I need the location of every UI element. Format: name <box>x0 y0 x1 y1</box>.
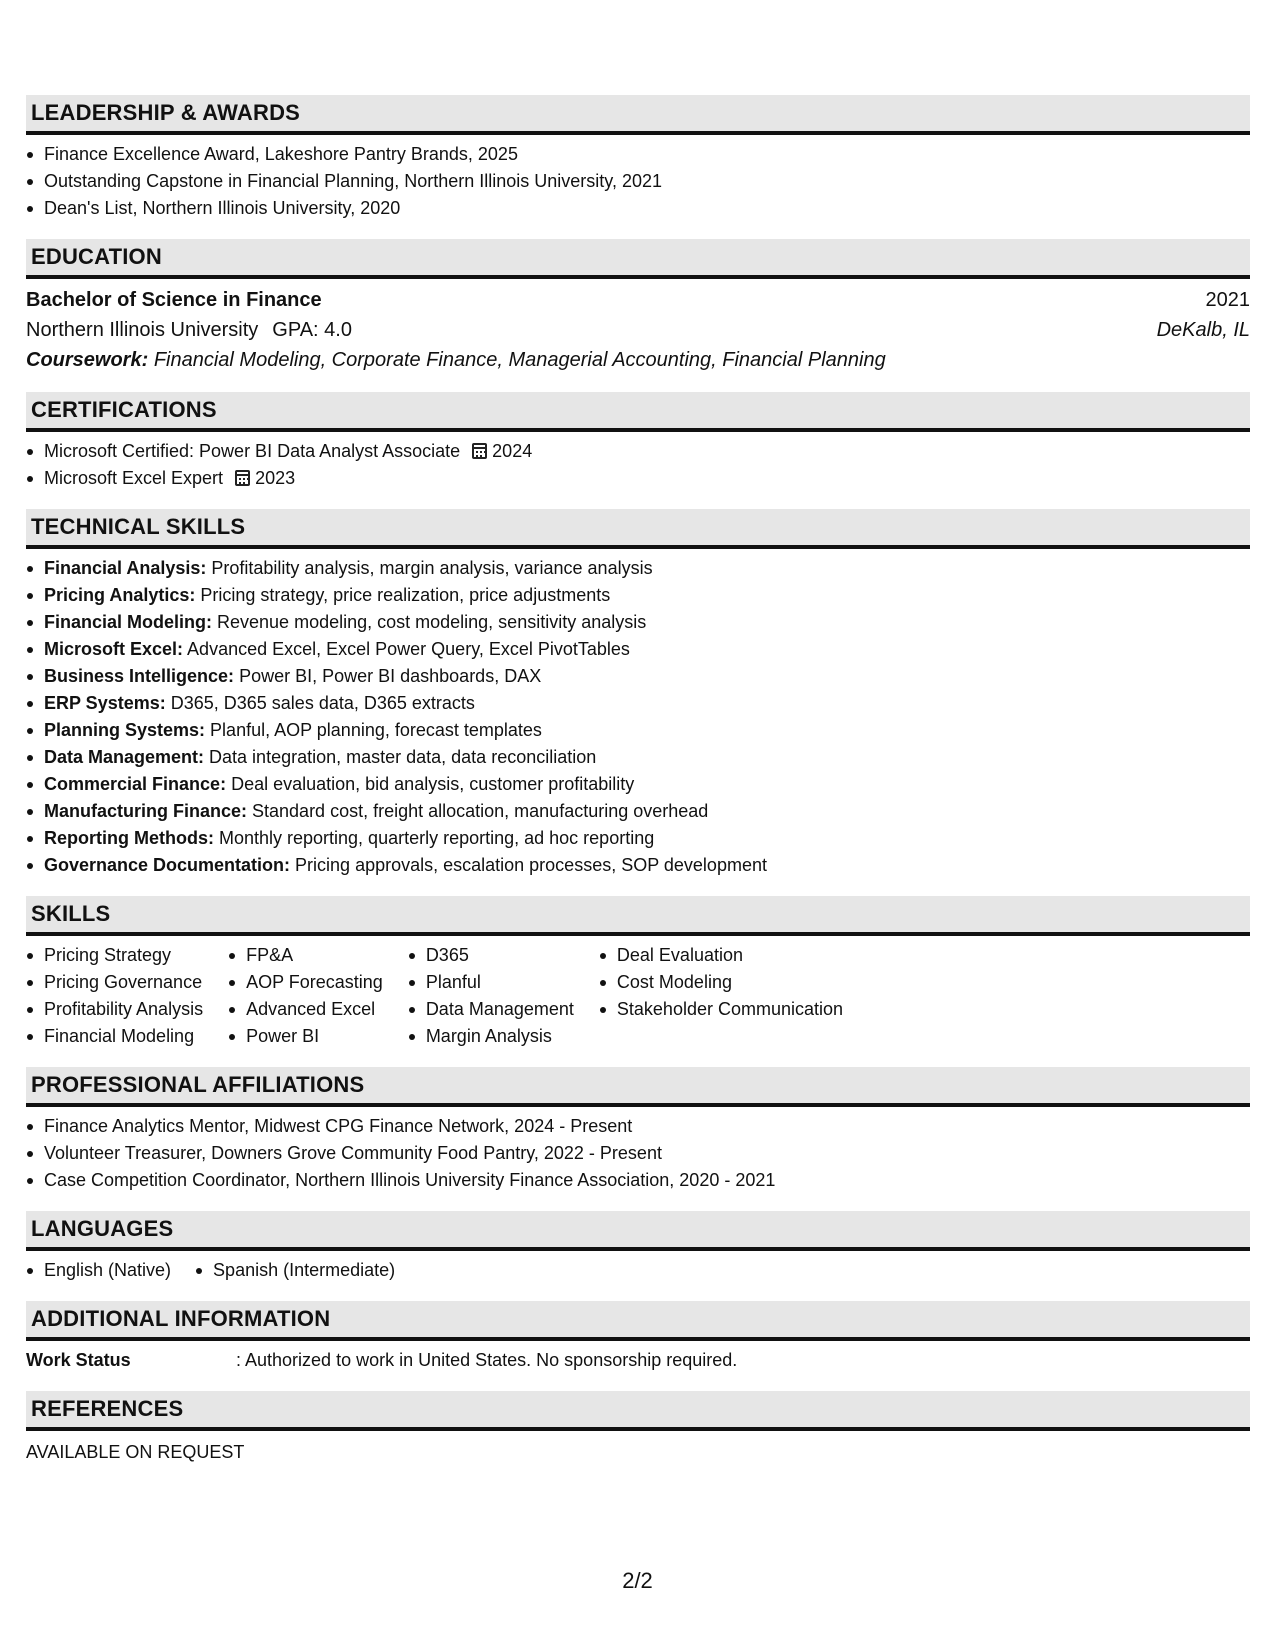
skills-column <box>599 942 843 1050</box>
list-item: Finance Analytics Mentor, Midwest CPG Finance Network, 2024 - Present <box>26 1113 1250 1140</box>
skill-category: Data Management: <box>44 747 205 767</box>
leadership-section <box>26 95 1250 222</box>
skills-column <box>228 942 383 1050</box>
affiliations-section <box>26 1067 1250 1194</box>
list-item: Dean's List, Northern Illinois University, 2020 <box>26 195 1250 222</box>
list-item <box>26 798 1250 825</box>
list-item <box>26 609 1250 636</box>
certification-name: Microsoft Excel Expert <box>44 468 224 488</box>
section-title: LEADERSHIP & AWARDS <box>26 95 1250 135</box>
references-section <box>26 1391 1250 1466</box>
skill-details: Revenue modeling, cost modeling, sensitivity analysis <box>212 612 647 632</box>
skill-category: Microsoft Excel: <box>44 639 184 659</box>
list-item: Advanced Excel <box>228 996 383 1023</box>
section-title: REFERENCES <box>26 1391 1250 1431</box>
university: Northern Illinois University <box>26 319 259 341</box>
list-item: Volunteer Treasurer, Downers Grove Community Food Pantry, 2022 - Present <box>26 1140 1250 1167</box>
section-title: EDUCATION <box>26 239 1250 279</box>
skill-category: Business Intelligence: <box>44 666 235 686</box>
list-item <box>26 663 1250 690</box>
page-number: 2/2 <box>622 1568 653 1593</box>
skill-details: Pricing approvals, escalation processes, SOP development <box>290 855 767 875</box>
list-item: AOP Forecasting <box>228 969 383 996</box>
list-item <box>26 744 1250 771</box>
work-status-value: : Authorized to work in United States. No sponsorship required. <box>236 1350 738 1370</box>
degree: Bachelor of Science in Finance <box>26 289 322 311</box>
skill-details: Deal evaluation, bid analysis, customer profitability <box>226 774 635 794</box>
list-item: English (Native) <box>26 1257 171 1284</box>
skill-category: Financial Analysis: <box>44 558 207 578</box>
section-title: PROFESSIONAL AFFILIATIONS <box>26 1067 1250 1107</box>
list-item: Finance Excellence Award, Lakeshore Pantry Brands, 2025 <box>26 141 1250 168</box>
list-item <box>26 771 1250 798</box>
skill-category: Planning Systems: <box>44 720 206 740</box>
skill-category: ERP Systems: <box>44 693 166 713</box>
skill-details: Monthly reporting, quarterly reporting, ad hoc reporting <box>213 828 655 848</box>
list-item: Margin Analysis <box>408 1023 574 1050</box>
skill-details: Profitability analysis, margin analysis, variance analysis <box>206 558 653 578</box>
list-item <box>26 690 1250 717</box>
list-item <box>26 555 1250 582</box>
languages-section <box>26 1211 1250 1284</box>
leadership-list <box>26 141 1250 222</box>
list-item: Data Management <box>408 996 574 1023</box>
section-title: SKILLS <box>26 896 1250 936</box>
list-item <box>26 636 1250 663</box>
skill-category: Pricing Analytics: <box>44 585 196 605</box>
section-title: ADDITIONAL INFORMATION <box>26 1301 1250 1341</box>
list-item: Deal Evaluation <box>599 942 843 969</box>
skill-category: Reporting Methods: <box>44 828 214 848</box>
certifications-section <box>26 392 1250 492</box>
graduation-year: 2021 <box>1205 289 1250 311</box>
education-entry <box>26 285 1250 375</box>
list-item <box>26 438 1250 465</box>
skills-section <box>26 896 1250 1050</box>
list-item: Outstanding Capstone in Financial Planning, Northern Illinois University, 2021 <box>26 168 1250 195</box>
education-section <box>26 239 1250 375</box>
skill-details: Pricing strategy, price realization, price adjustments <box>195 585 611 605</box>
section-title: LANGUAGES <box>26 1211 1250 1251</box>
section-title: TECHNICAL SKILLS <box>26 509 1250 549</box>
skill-category: Commercial Finance: <box>44 774 227 794</box>
list-item: Profitability Analysis <box>26 996 203 1023</box>
list-item <box>26 717 1250 744</box>
list-item: Financial Modeling <box>26 1023 203 1050</box>
skill-category: Manufacturing Finance: <box>44 801 248 821</box>
coursework <box>26 345 1250 375</box>
technical-skills-section <box>26 509 1250 879</box>
certification-year: 2024 <box>492 441 533 461</box>
coursework-label: Coursework: <box>26 349 149 371</box>
list-item: Pricing Governance <box>26 969 203 996</box>
section-title: CERTIFICATIONS <box>26 392 1250 432</box>
list-item: Stakeholder Communication <box>599 996 843 1023</box>
additional-info-section <box>26 1301 1250 1374</box>
technical-skills-list <box>26 555 1250 879</box>
calendar-icon <box>235 470 250 486</box>
certifications-list <box>26 438 1250 492</box>
references-text: AVAILABLE ON REQUEST <box>26 1442 245 1462</box>
skills-columns <box>26 942 1250 1050</box>
work-status-row <box>26 1347 1250 1374</box>
skill-details: Advanced Excel, Excel Power Query, Excel PivotTables <box>183 639 630 659</box>
skill-details: Data integration, master data, data reconciliation <box>204 747 597 767</box>
skills-column <box>26 942 203 1050</box>
languages-list <box>26 1257 1250 1284</box>
coursework-text: Financial Modeling, Corporate Finance, Managerial Accounting, Financial Planning <box>153 349 886 371</box>
skill-details: Power BI, Power BI dashboards, DAX <box>234 666 542 686</box>
list-item: D365 <box>408 942 574 969</box>
list-item: Case Competition Coordinator, Northern Illinois University Finance Association, 2020 - 2021 <box>26 1167 1250 1194</box>
gpa: GPA: 4.0 <box>272 319 352 341</box>
list-item: Pricing Strategy <box>26 942 203 969</box>
list-item: Planful <box>408 969 574 996</box>
resume-page <box>26 95 1250 1483</box>
certification-year: 2023 <box>255 468 296 488</box>
location: DeKalb, IL <box>1156 319 1250 341</box>
skills-column <box>408 942 574 1050</box>
list-item <box>26 465 1250 492</box>
certification-name: Microsoft Certified: Power BI Data Analyst Associate <box>44 441 461 461</box>
affiliations-list <box>26 1113 1250 1194</box>
list-item <box>26 582 1250 609</box>
skill-details: Standard cost, freight allocation, manufacturing overhead <box>247 801 709 821</box>
calendar-icon <box>472 443 487 459</box>
skill-category: Governance Documentation: <box>44 855 291 875</box>
list-item: Spanish (Intermediate) <box>195 1257 395 1284</box>
list-item <box>26 825 1250 852</box>
skill-details: D365, D365 sales data, D365 extracts <box>165 693 475 713</box>
list-item <box>26 852 1250 879</box>
work-status-label: Work Status <box>26 1350 131 1370</box>
skill-details: Planful, AOP planning, forecast templates <box>205 720 542 740</box>
list-item: Power BI <box>228 1023 383 1050</box>
skill-category: Financial Modeling: <box>44 612 213 632</box>
list-item: FP&A <box>228 942 383 969</box>
list-item: Cost Modeling <box>599 969 843 996</box>
